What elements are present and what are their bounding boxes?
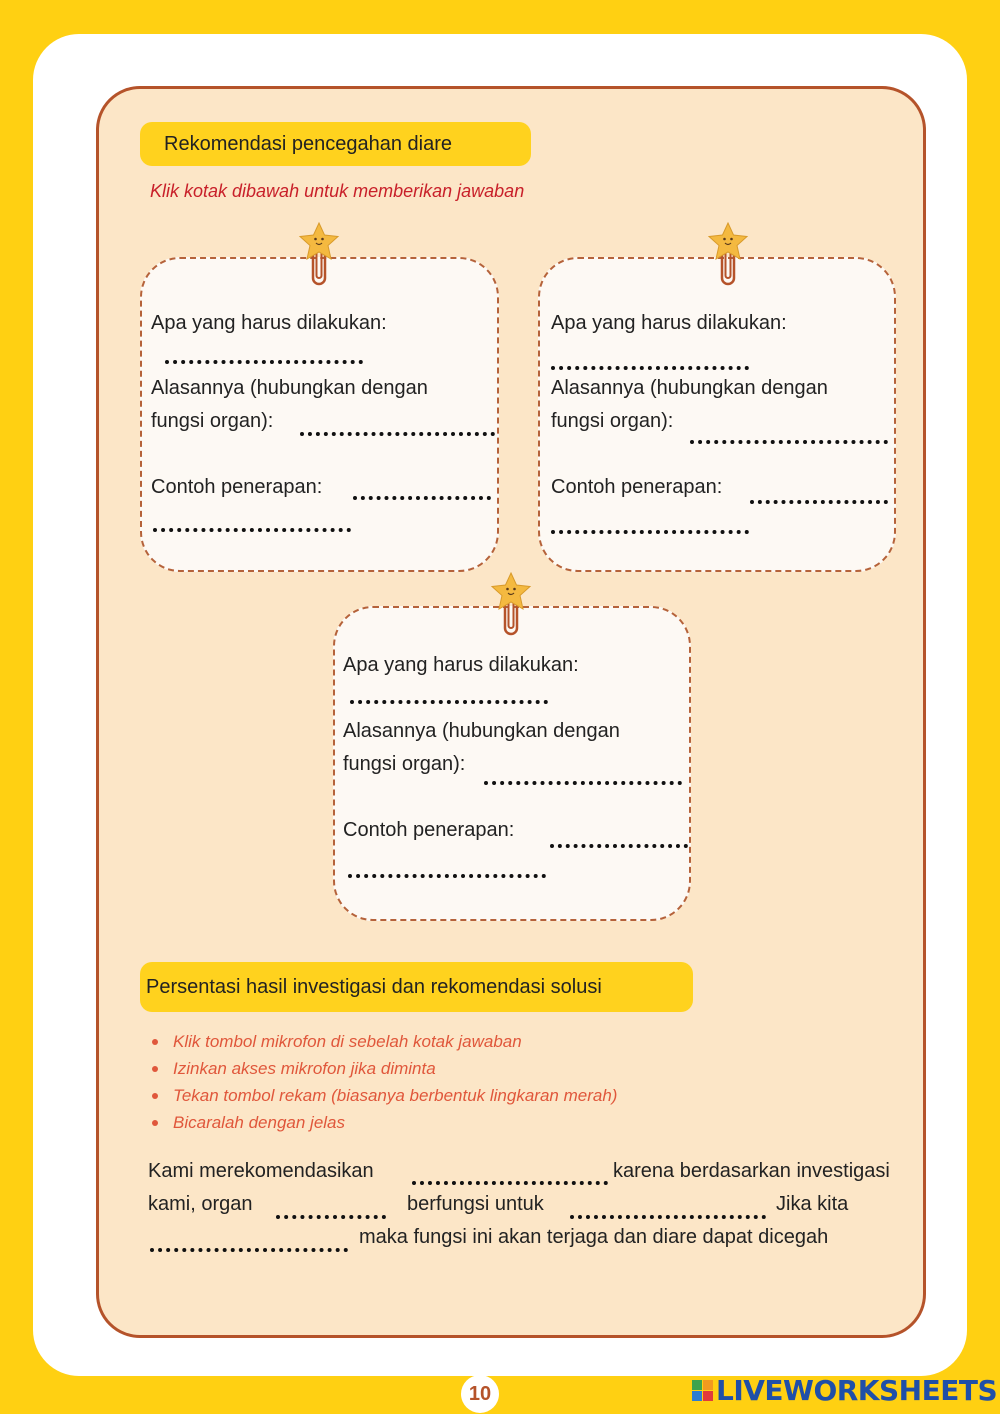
- answer-blank[interactable]: [412, 1181, 608, 1185]
- section-title-presentation: [140, 962, 693, 1012]
- instruction-text: Klik kotak dibawah untuk memberikan jawaban: [150, 181, 525, 201]
- list-item: Izinkan akses mikrofon jika diminta: [150, 1057, 617, 1084]
- answer-blank[interactable]: [300, 432, 495, 436]
- question-reason-line1: Alasannya (hubungkan dengan: [343, 720, 620, 742]
- instruction-list: [150, 1030, 617, 1138]
- answer-blank[interactable]: [165, 360, 363, 364]
- answer-blank[interactable]: [150, 1248, 348, 1252]
- liveworksheets-logo-icon: [692, 1379, 714, 1403]
- section-title-recommendation: [140, 122, 531, 166]
- question-what-to-do: Apa yang harus dilakukan:: [551, 312, 787, 334]
- question-example: Contoh penerapan:: [151, 476, 323, 498]
- question-what-to-do: Apa yang harus dilakukan:: [151, 312, 387, 334]
- paragraph-text: maka fungsi ini akan terjaga dan diare dapat dicegah: [359, 1226, 829, 1248]
- brand-name: LIVEWORKSHEETS: [716, 1374, 998, 1407]
- star-clip-icon: [705, 222, 751, 292]
- answer-blank[interactable]: [276, 1215, 386, 1219]
- list-item: Tekan tombol rekam (biasanya berbentuk lingkaran merah): [150, 1084, 617, 1111]
- answer-blank[interactable]: [570, 1215, 766, 1219]
- answer-card[interactable]: [538, 257, 896, 572]
- answer-blank[interactable]: [153, 528, 351, 532]
- question-reason-line1: Alasannya (hubungkan dengan: [551, 377, 828, 399]
- section-title-text: Rekomendasi pencegahan diare: [164, 132, 452, 155]
- answer-blank[interactable]: [551, 530, 749, 534]
- section-title-text: Persentasi hasil investigasi dan rekomendasi solusi: [146, 975, 602, 998]
- paragraph-text: karena berdasarkan investigasi: [613, 1160, 890, 1182]
- answer-card[interactable]: [333, 606, 691, 921]
- answer-blank[interactable]: [551, 366, 749, 370]
- paragraph-text: Kami merekomendasikan: [148, 1160, 374, 1182]
- question-reason-line2: fungsi organ):: [551, 410, 674, 432]
- answer-card[interactable]: [140, 257, 499, 572]
- answer-blank[interactable]: [348, 874, 546, 878]
- list-item: Bicaralah dengan jelas: [150, 1111, 617, 1138]
- answer-blank[interactable]: [484, 781, 682, 785]
- answer-blank[interactable]: [690, 440, 888, 444]
- question-example: Contoh penerapan:: [343, 819, 515, 841]
- paragraph-text: Jika kita: [776, 1193, 849, 1215]
- star-clip-icon: [296, 222, 342, 292]
- answer-blank[interactable]: [350, 700, 548, 704]
- question-example: Contoh penerapan:: [551, 476, 723, 498]
- answer-blank[interactable]: [550, 844, 688, 848]
- question-reason-line2: fungsi organ):: [343, 753, 466, 775]
- question-reason-line1: Alasannya (hubungkan dengan: [151, 377, 428, 399]
- question-what-to-do: Apa yang harus dilakukan:: [343, 654, 579, 676]
- answer-blank[interactable]: [750, 500, 888, 504]
- page-number: 10: [461, 1375, 499, 1413]
- paragraph-text: kami, organ: [148, 1193, 253, 1215]
- question-reason-line2: fungsi organ):: [151, 410, 274, 432]
- brand-watermark: [692, 1374, 997, 1407]
- answer-blank[interactable]: [353, 496, 491, 500]
- star-clip-icon: [488, 572, 534, 642]
- list-item: Klik tombol mikrofon di sebelah kotak jawaban: [150, 1030, 617, 1057]
- paragraph-text: berfungsi untuk: [407, 1193, 544, 1215]
